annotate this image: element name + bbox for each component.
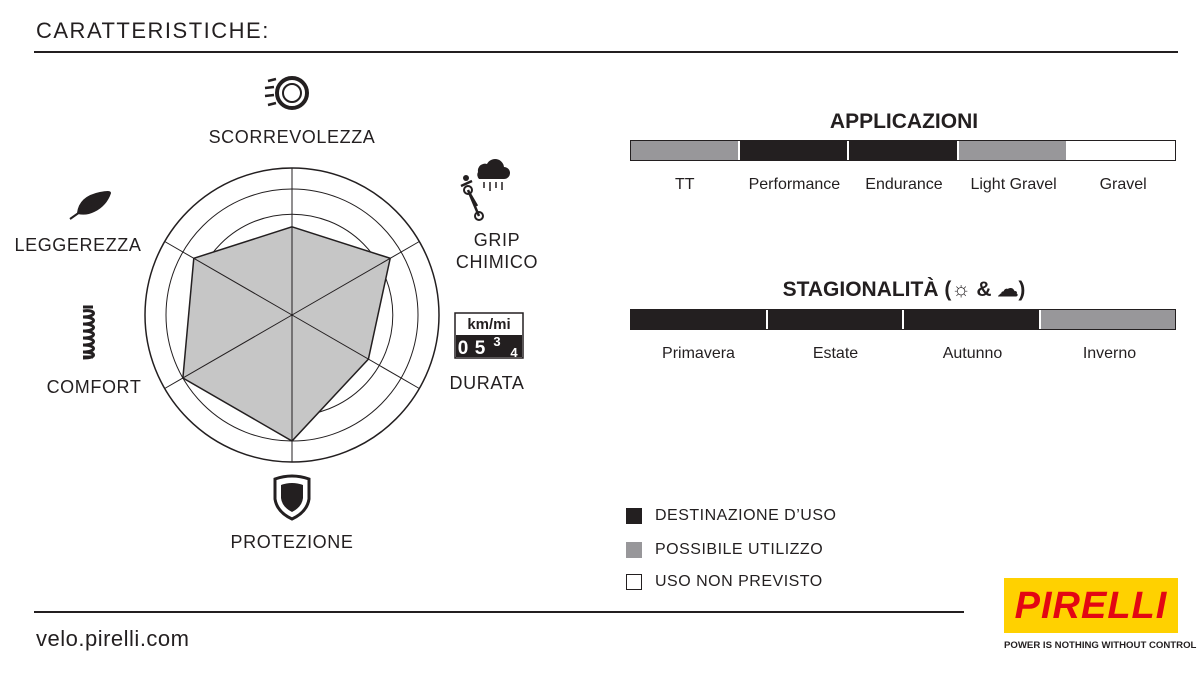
logo-tagline: POWER IS NOTHING WITHOUT CONTROL <box>1004 640 1197 651</box>
applications-label: Light Gravel <box>970 176 1057 193</box>
axis-label-comfort: COMFORT <box>46 377 142 397</box>
seasonality-label: Estate <box>812 345 859 362</box>
applications-segment-tt <box>631 141 738 160</box>
bottom-divider <box>34 611 964 613</box>
legend-item-destinazione <box>626 507 836 525</box>
rolling-tire-icon <box>265 78 307 108</box>
seasonality-title: STAGIONALITÀ (☼ & ☁) <box>782 278 1026 301</box>
odometer-digit: 3 <box>493 334 501 349</box>
legend-swatch <box>626 542 642 558</box>
axis-label-grip-chimico: GRIP CHIMICO <box>455 230 539 272</box>
radar-data-polygon <box>183 227 390 441</box>
rain-bike-icon <box>461 159 510 220</box>
seasonality-labels <box>630 345 1178 363</box>
applications-label: Performance <box>748 176 841 193</box>
applications-segment-light-gravel <box>957 141 1066 160</box>
seasonality-segment-primavera <box>631 310 766 329</box>
applications-bar <box>630 140 1176 161</box>
odometer-digit: 5 <box>474 338 486 359</box>
pirelli-logo <box>1004 578 1178 633</box>
radar-chart <box>0 60 600 560</box>
odometer-digit: 0 <box>457 338 469 359</box>
legend-swatch <box>626 574 642 590</box>
spring-icon <box>83 307 94 358</box>
legend-label: POSSIBILE UTILIZZO <box>655 541 824 558</box>
applications-label: Gravel <box>1099 176 1147 193</box>
applications-segment-endurance <box>847 141 956 160</box>
section-title: CARATTERISTICHE: <box>36 18 270 43</box>
applications-segment-performance <box>738 141 847 160</box>
odometer-icon <box>455 313 523 360</box>
applications-title: APPLICAZIONI <box>829 110 979 133</box>
legend-label: DESTINAZIONE D’USO <box>655 507 837 524</box>
legend-item-non-previsto <box>626 573 823 591</box>
axis-label-leggerezza: LEGGEREZZA <box>14 235 142 255</box>
seasonality-segment-inverno <box>1039 310 1176 329</box>
seasonality-bar <box>630 309 1176 330</box>
applications-segment-gravel <box>1066 141 1175 160</box>
seasonality-label: Primavera <box>662 345 735 362</box>
axis-label-durata: DURATA <box>449 373 525 393</box>
top-divider <box>34 51 1178 53</box>
shield-icon <box>275 476 309 519</box>
feather-icon <box>70 192 110 219</box>
applications-labels <box>630 176 1178 194</box>
seasonality-label: Inverno <box>1082 345 1137 362</box>
seasonality-segment-estate <box>766 310 903 329</box>
logo-wordmark: PIRELLI <box>1014 585 1168 627</box>
footer-url[interactable]: velo.pirelli.com <box>36 626 190 651</box>
seasonality-segment-autunno <box>902 310 1039 329</box>
legend-item-possibile <box>626 541 823 559</box>
axis-label-scorrevolezza: SCORREVOLEZZA <box>208 127 376 147</box>
applications-label: TT <box>675 176 695 193</box>
legend-swatch <box>626 508 642 524</box>
odometer-digit: 4 <box>510 345 518 360</box>
seasonality-label: Autunno <box>942 345 1003 362</box>
axis-label-protezione: PROTEZIONE <box>230 532 354 552</box>
legend-label: USO NON PREVISTO <box>655 573 823 590</box>
odometer-unit: km/mi <box>467 316 511 333</box>
applications-label: Endurance <box>865 176 943 193</box>
